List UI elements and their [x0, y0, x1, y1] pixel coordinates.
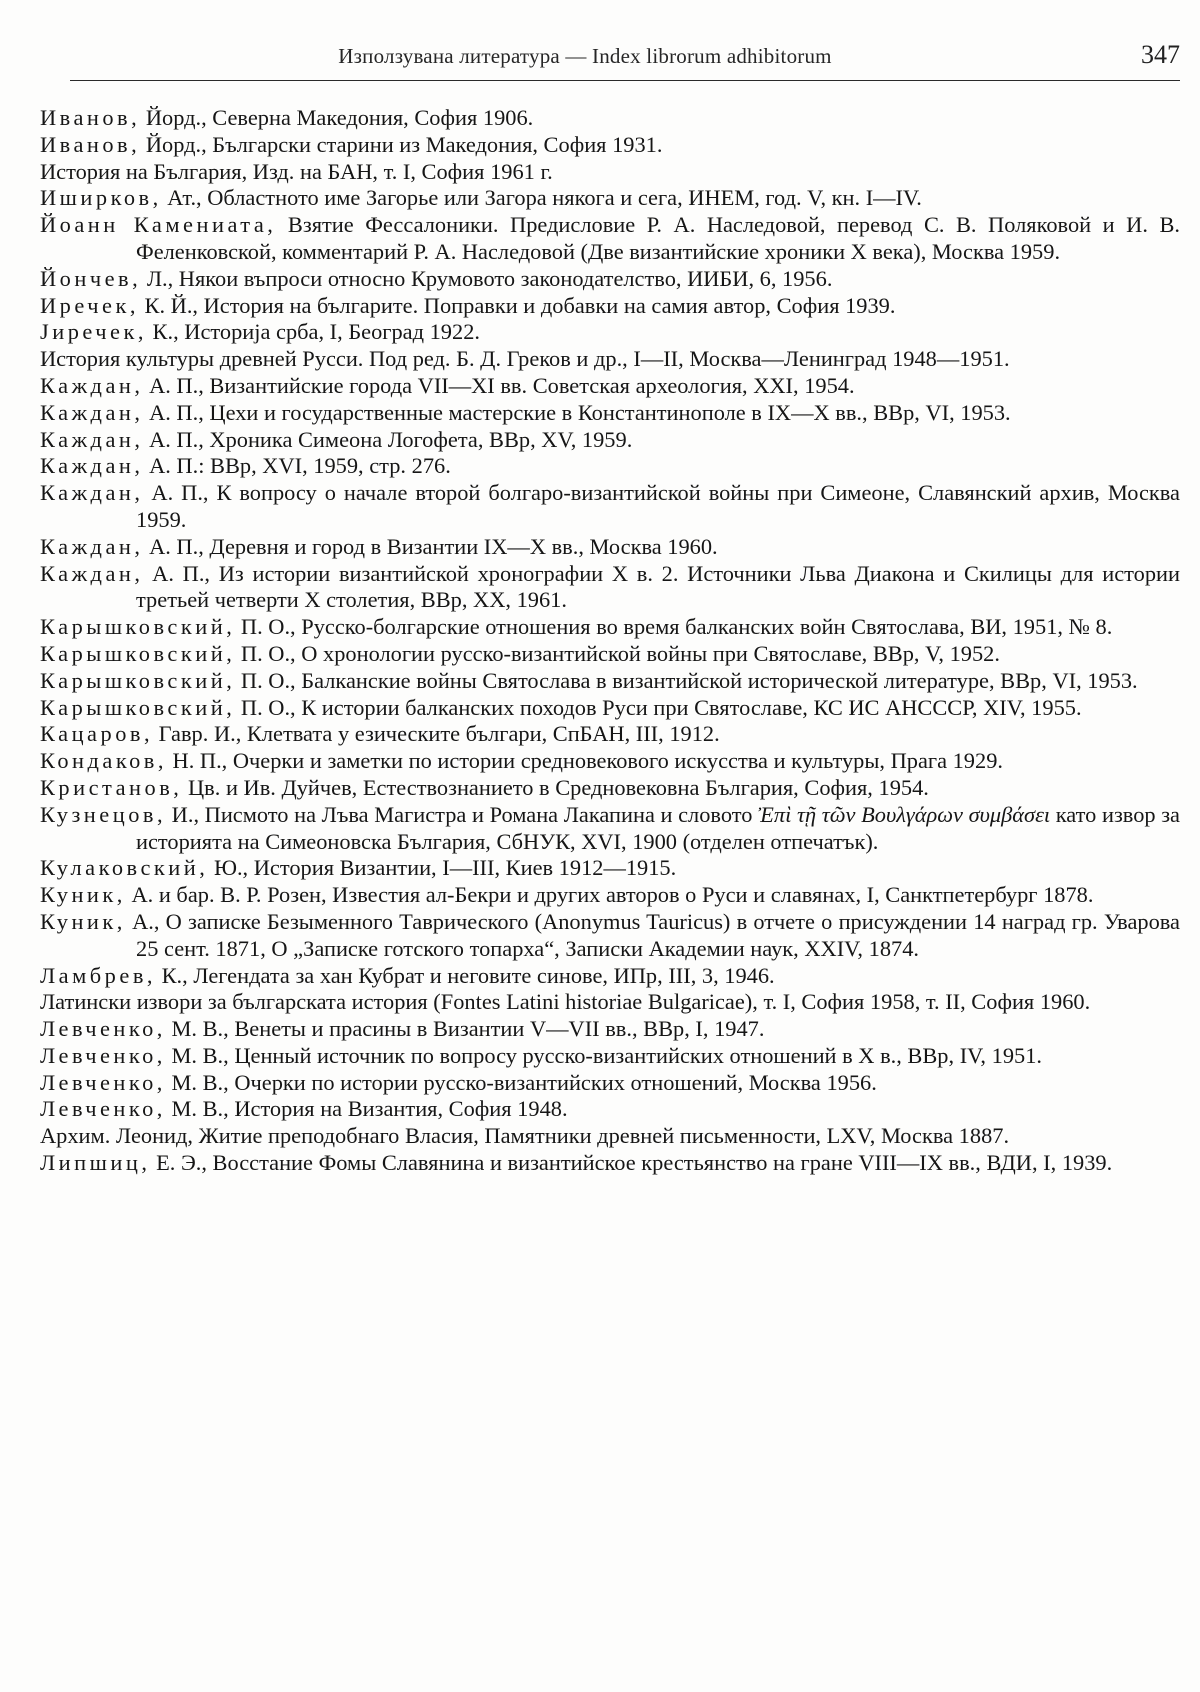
entry-text: Йорд., Северна Македония, София 1906.: [140, 105, 534, 130]
entry-text: М. В., Очерки по истории русско-византийских отношений, Москва 1956.: [165, 1069, 877, 1095]
entry-greek-title: Ἐπὶ τῇ τῶν Βουλγάρων συμβάσει: [758, 801, 1051, 827]
page-number: 347: [1141, 40, 1180, 69]
entry-author: Левченко,: [40, 1016, 166, 1042]
running-title: Използувана литература — Index librorum adhibitorum: [338, 44, 832, 68]
entry-text: П. О., Балканские войны Святослава в византийской исторической литературе, ВВр, VI, 1953.: [235, 667, 1138, 693]
entry-text: А. П., Деревня и город в Византии IX—X вв., Москва 1960.: [143, 533, 718, 559]
bibliography-entry: [40, 453, 1180, 480]
bibliography-entry: [40, 105, 1180, 132]
entry-text: А. П., Из истории византийской хронографии X в. 2. Источники Льва Диакона и Скилицы для истории третьей четверти X столетия, ВВр, XX, 1961.: [136, 560, 1180, 613]
entry-author: Липшиц,: [40, 1150, 151, 1176]
bibliography-entry: [40, 293, 1180, 320]
bibliography-entry: [40, 212, 1180, 266]
entry-text: Латински извори за българската история (Fontes Latini historiae Bulgaricae), т. I, София 1958, т. II, София 1960.: [40, 989, 1091, 1015]
entry-text: А. П., Византийские города VII—XI вв. Советская археология, XXI, 1954.: [143, 372, 855, 398]
entry-text: Йорд., Български старини из Македония, София 1931.: [140, 131, 663, 157]
bibliography-entry: [40, 721, 1180, 748]
entry-text: П. О., О хронологии русско-византийской войны при Святославе, ВВр, V, 1952.: [235, 640, 1000, 666]
entry-text: И., Писмото на Лъва Магистра и Романа Лакапина и словото: [166, 801, 759, 827]
entry-text: А. П., Цехи и государственные мастерские в Константинополе в IX—X вв., ВВр, VI, 1953.: [143, 399, 1011, 425]
entry-author: Левченко,: [40, 1069, 166, 1095]
entry-text: Взятие Фессалоники. Предисловие Р. А. Наследовой, перевод С. В. Поляковой и И. В. Феленковской, комментарий Р. А. Наследовой (Две византийские хроники X века), Москва 1959.: [136, 212, 1181, 264]
bibliography-entry: [40, 185, 1180, 212]
bibliography-entry: [40, 266, 1180, 293]
entry-author: Каждан,: [40, 372, 144, 398]
entry-author: Куник,: [40, 882, 126, 908]
entry-text: М. В., Венеты и прасины в Византии V—VII вв., ВВр, I, 1947.: [165, 1016, 765, 1042]
entry-text: История на България, Изд. на БАН, т. I, София 1961 г.: [40, 158, 553, 184]
bibliography-entry: [40, 909, 1180, 963]
bibliography-entry: [40, 1150, 1180, 1177]
entry-author: Кулаковский,: [40, 855, 209, 881]
entry-text: К., Легендата за хан Кубрат и неговите синове, ИПр, III, 3, 1946.: [156, 962, 775, 988]
bibliography-entry: [40, 748, 1180, 775]
entry-text: Цв. и Ив. Дуйчев, Естествознанието в Средновековна България, София, 1954.: [182, 774, 929, 800]
bibliography-entry: [40, 319, 1180, 346]
bibliography-entry: [40, 132, 1180, 159]
entry-author: Левченко,: [40, 1096, 166, 1122]
entry-text: П. О., Русско-болгарские отношения во время балканских войн Святослава, ВИ, 1951, № 8.: [235, 614, 1113, 640]
bibliography-entry: [40, 614, 1180, 641]
entry-author: Иванов,: [40, 105, 141, 130]
bibliography-entry: [40, 400, 1180, 427]
bibliography-entry: [40, 641, 1180, 668]
bibliography-entry: [40, 668, 1180, 695]
entry-author: Карышковский,: [40, 640, 236, 666]
bibliography-entry: [40, 802, 1180, 856]
entry-text: История культуры древней Русси. Под ред. Б. Д. Греков и др., I—II, Москва—Ленинград 1948—1951.: [40, 346, 1010, 372]
bibliography-entry: [40, 1016, 1180, 1043]
bibliography-entry: [40, 159, 1180, 186]
bibliography-list: [40, 105, 1180, 1177]
bibliography-entry: [40, 534, 1180, 561]
entry-author: Каждан,: [40, 560, 144, 586]
bibliography-entry: [40, 1070, 1180, 1097]
entry-author: Иречек,: [40, 292, 139, 318]
bibliography-entry: [40, 1123, 1180, 1150]
entry-text: М. В., История на Византия, София 1948.: [165, 1096, 568, 1122]
entry-author: Левченко,: [40, 1042, 166, 1068]
entry-author: Кацаров,: [40, 721, 154, 747]
bibliography-entry: [40, 989, 1180, 1016]
entry-text: А., О записке Безыменного Таврического (Anonymus Tauricus) в отчете о присуждении 14 наград гр. Уварова 25 сент. 1871, О „Записке готского топарха“, Записки Академии наук, XXIV, 1874.: [125, 908, 1180, 961]
entry-author: Јиречек,: [40, 319, 147, 345]
entry-author: Карышковский,: [40, 614, 236, 640]
entry-author: Каждан,: [40, 426, 144, 452]
entry-author: Кристанов,: [40, 774, 183, 800]
entry-text: Н. П., Очерки и заметки по истории средновекового искусства и культуры, Прага 1929.: [166, 748, 1003, 774]
entry-author: Йончев,: [40, 265, 142, 291]
bibliography-entry: [40, 882, 1180, 909]
entry-text: П. О., К истории балканских походов Руси при Святославе, КС ИС АНСССР, XIV, 1955.: [235, 694, 1082, 720]
entry-text: К. Й., История на българите. Поправки и добавки на самия автор, София 1939.: [138, 292, 896, 318]
entry-text: Ю., История Византии, I—III, Киев 1912—1915.: [208, 855, 677, 881]
bibliography-entry: [40, 561, 1180, 615]
entry-author: Иширков,: [40, 185, 162, 211]
entry-author: Кузнецов,: [40, 801, 167, 827]
entry-text: Е. Э., Восстание Фомы Славянина и византийское крестьянство на гране VIII—IX вв., ВДИ, I, 1939.: [150, 1150, 1113, 1176]
entry-text: Л., Някои въпроси относно Крумовото законодателство, ИИБИ, 6, 1956.: [141, 265, 833, 291]
entry-author: Йоанн Камениата,: [40, 212, 277, 238]
entry-author: Кондаков,: [40, 748, 167, 774]
entry-author: Каждан,: [40, 533, 144, 559]
entry-text: Ат., Областното име Загорье или Загора някога и сега, ИНЕМ, год. V, кн. I—IV.: [161, 185, 922, 211]
entry-author: Иванов,: [40, 131, 141, 157]
entry-text: А. и бар. В. Р. Розен, Известия ал-Бекри и других авторов о Руси и славянах, I, Санктпетербург 1878.: [125, 882, 1094, 908]
entry-text: А. П., Хроника Симеона Логофета, ВВр, XV, 1959.: [143, 426, 633, 452]
bibliography-entry: [40, 1096, 1180, 1123]
entry-author: Карышковский,: [40, 694, 236, 720]
bibliography-entry: [40, 346, 1180, 373]
bibliography-entry: [40, 373, 1180, 400]
entry-text: М. В., Ценный источник по вопросу русско-византийских отношений в X в., ВВр, IV, 1951.: [165, 1042, 1043, 1068]
entry-author: Карышковский,: [40, 667, 236, 693]
entry-author: Каждан,: [40, 399, 144, 425]
bibliography-entry: [40, 695, 1180, 722]
entry-author: Каждан,: [40, 480, 144, 506]
entry-author: Каждан,: [40, 453, 144, 479]
bibliography-entry: [40, 775, 1180, 802]
entry-author: Куник,: [40, 908, 126, 934]
bibliography-entry: [40, 480, 1180, 534]
entry-text: Архим. Леонид, Житие преподобнаго Власия, Памятники древней письменности, LXV, Москва 1887.: [40, 1123, 1010, 1149]
bibliography-entry: [40, 963, 1180, 990]
running-header: [70, 40, 1180, 81]
entry-text-continued: като извор за историята на Симеоновска България, СбНУК, XVI, 1900 (отделен отпечатък).: [136, 801, 1180, 854]
entry-text: Гавр. И., Клетвата у езическите българи, СпБАН, III, 1912.: [153, 721, 720, 747]
entry-text: К., Историја срба, I, Београд 1922.: [146, 319, 480, 345]
bibliography-entry: [40, 855, 1180, 882]
entry-author: Ламбрев,: [40, 962, 156, 988]
bibliography-entry: [40, 1043, 1180, 1070]
bibliography-entry: [40, 427, 1180, 454]
entry-text: А. П., К вопросу о начале второй болгаро-византийской войны при Симеоне, Славянский архив, Москва 1959.: [136, 480, 1180, 532]
entry-text: А. П.: ВВр, XVI, 1959, стр. 276.: [143, 453, 451, 479]
